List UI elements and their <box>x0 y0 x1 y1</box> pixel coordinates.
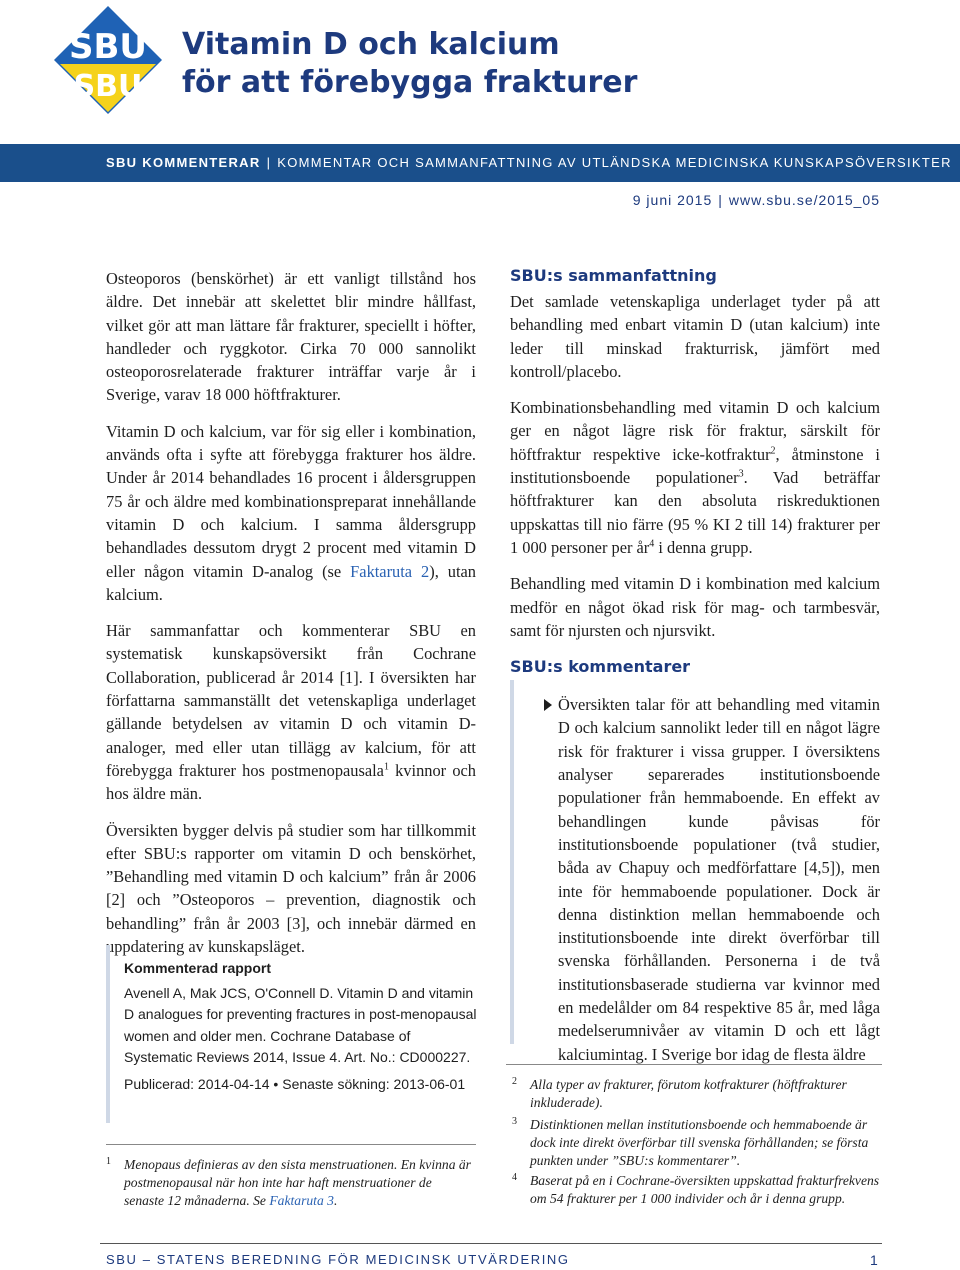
footer-divider <box>100 1243 882 1244</box>
s2-b: , åtminstone i institutionsboende populationer <box>510 444 880 488</box>
p2-end: ), utan kalcium. <box>106 561 476 604</box>
summary-paragraph-3: Behandling med vitamin D i kombination med kalcium medför en något ökad risk för mag- och tarmbesvär, samt för njursten och njursvikt. <box>510 574 880 640</box>
banner-label: SBU KOMMENTERAR <box>106 155 261 170</box>
page-number: 1 <box>870 1252 878 1268</box>
footnote-ref-3[interactable]: 3 <box>738 468 744 480</box>
footnote-4 <box>512 1172 882 1208</box>
summary-paragraph-2 <box>510 396 880 559</box>
series-banner <box>0 144 960 182</box>
report-citation: Avenell A, Mak JCS, O'Connell D. Vitamin D and vitamin D analogues for preventing fractures in post-menopausal women and older men. Cochrane Database of Systematic Reviews 2014, Issue 4. Art. No.: CD000227. <box>124 984 477 1065</box>
p3-text: Här sammanfattar och kommenterar SBU en systematisk kunskapsöversikt från Cochrane Collaboration, publicerad år 2014 [1]. I översikten har författarna sammanställt det vetenskapliga underlaget gällande betydelsen av vitamin D och vitamin D-analoger, med eller utan tillägg av kalcium, för att förebygga frakturer hos postmenopausala <box>106 621 476 780</box>
footnote-3 <box>512 1116 882 1170</box>
footnote-4-text: Baserat på en i Cochrane-översikten uppskattad frakturfrekvens om 54 frakturer per 1 000 individer och år i denna grupp. <box>530 1173 880 1206</box>
footnote-divider-right <box>506 1064 882 1065</box>
footnote-3-text: Distinktionen mellan institutionsboende och hemmaboende är dock inte direkt överförbar till svenska förhållanden; se första punkten under ”SBU:s kommentarer”. <box>530 1117 869 1168</box>
banner-separator: | <box>266 155 272 170</box>
left-column <box>106 267 476 971</box>
comment-bullet-1-text: Översikten talar för att behandling med vitamin D och kalcium sannolikt leder till en något lägre risk för frakturer i vissa grupper. I översiktens analyser separerades institutionsboende populationer från hemmaboende. En effekt av behandlingen kunde påvisas för institutionsboende populationer (två studier, båda av Chapuy och medförfattare [4,5]), men inte för hemmaboende populationer. Dock är denna distinktion mellan hemmaboende och institutionsboende inte direkt överförbar till svenska förhållanden. Personerna i de två institutionsbaserade studierna var kvinnor med en medelålder om 84 respektive 85 år, med låga medelserumnivåer av vitamin D och ett lågt kalciumintag. I Sverige bor idag de flesta äldre <box>558 695 880 1064</box>
footnote-1 <box>106 1156 474 1210</box>
right-column <box>510 264 880 1079</box>
p3-end: kvinnor och hos äldre män. <box>106 760 476 804</box>
s2-c: . Vad beträffar höftfrakturer kan den absoluta riskreduktionen uppskattas till nio färre (95 % KI 2 till 14) frakturer per 1 000 personer per år <box>510 468 880 557</box>
report-published: Publicerad: 2014-04-14 • Senaste sökning: 2013-06-01 <box>124 1075 466 1092</box>
logo-text-top: SBU <box>68 27 148 67</box>
footnote-3-number: 3 <box>512 1116 517 1127</box>
meta-separator: | <box>718 192 723 208</box>
faktaruta-2-link[interactable]: Faktaruta 2 <box>350 561 430 581</box>
footnote-1-end: . <box>333 1193 338 1208</box>
s2-a: Kombinationsbehandling med vitamin D och kalcium ger en något lägre risk för fraktur, särskilt för höftfraktur respektive icke-kotfraktur <box>510 398 880 464</box>
page-title <box>182 26 637 102</box>
commented-report-box <box>106 945 482 1123</box>
report-title: Kommenterad rapport <box>124 960 272 976</box>
footnote-1-text: Menopaus definieras av den sista menstruationen. En kvinna är postmenopausal när hon inte har haft menstruationer de senaste 12 månaderna. Se <box>124 1157 471 1208</box>
footnote-1-number: 1 <box>106 1156 111 1167</box>
footnote-2-number: 2 <box>512 1076 517 1087</box>
title-line-1: Vitamin D och kalcium <box>182 27 560 62</box>
summary-paragraph-1: Det samlade vetenskapliga underlaget tyder på att behandling med enbart vitamin D (utan kalcium) inte leder till minskad frakturrisk, jämfört med kontroll/placebo. <box>510 292 880 381</box>
publication-date: 9 juni 2015 <box>632 192 713 208</box>
footer-organization: SBU – STATENS BEREDNING FÖR MEDICINSK UTVÄRDERING <box>106 1252 570 1267</box>
publication-url[interactable]: www.sbu.se/2015_05 <box>728 192 880 208</box>
intro-paragraph-1: Osteoporos (benskörhet) är ett vanligt tillstånd hos äldre. Det innebär att skelettet blir mindre hållfast, vilket gör att man lättare får frakturer, speciellt i höfter, handleder och ryggkotor. Cirka 70 000 sannolikt osteoporosrelaterade frakturer inträffar varje år i Sverige, varav 18 000 höftfrakturer. <box>106 269 476 405</box>
sbu-logo-icon <box>52 4 164 116</box>
bullet-arrow-icon <box>544 699 552 711</box>
faktaruta-3-link[interactable]: Faktaruta 3 <box>269 1193 334 1208</box>
footnote-ref-2[interactable]: 2 <box>770 445 776 457</box>
footnote-2 <box>512 1076 882 1112</box>
intro-paragraph-4: Översikten bygger delvis på studier som har tillkommit efter SBU:s rapporter om vitamin D och benskörhet, ”Behandling med vitamin D och kalcium” från år 2006 [2] och ”Osteoporos – prevention, diagnostik och behandling” från år 2003 [3], och innebär därmed en uppdatering av kunskapsläget. <box>106 820 476 957</box>
comments-heading: SBU:s kommentarer <box>510 657 691 677</box>
footnote-ref-4[interactable]: 4 <box>649 538 655 550</box>
footnote-divider-left <box>106 1144 476 1145</box>
title-line-2: för att förebygga frakturer <box>182 65 638 100</box>
comment-bullet-1 <box>510 693 880 1066</box>
summary-heading: SBU:s sammanfattning <box>510 266 717 285</box>
banner-subtitle: KOMMENTAR OCH SAMMANFATTNING AV UTLÄNDSKA MEDICINSKA KUNSKAPSÖVERSIKTER <box>277 155 952 170</box>
footnote-ref-1[interactable]: 1 <box>383 761 389 773</box>
publication-meta <box>633 192 880 208</box>
p2-text: Vitamin D och kalcium, var för sig eller i kombination, används ofta i syfte att förebygga frakturer hos äldre. Under år 2014 behandlades 16 procent i åldersgruppen 75 år och äldre med kombinationspreparat innehållande vitamin D och kalcium. I samma åldersgrupp behandlades dessutom drygt 2 procent med vitamin D eller någon vitamin D-analog (se <box>106 421 476 581</box>
comments-side-bar <box>510 680 514 1044</box>
logo-text-bottom: SBU <box>73 69 143 104</box>
footnote-4-number: 4 <box>512 1172 517 1183</box>
intro-paragraph-2 <box>106 420 476 606</box>
intro-paragraph-3 <box>106 619 476 805</box>
footnote-2-text: Alla typer av frakturer, förutom kotfrakturer (höftfrakturer inkluderade). <box>530 1077 847 1110</box>
sbu-logo <box>52 4 164 116</box>
s2-d: i denna grupp. <box>654 537 753 557</box>
